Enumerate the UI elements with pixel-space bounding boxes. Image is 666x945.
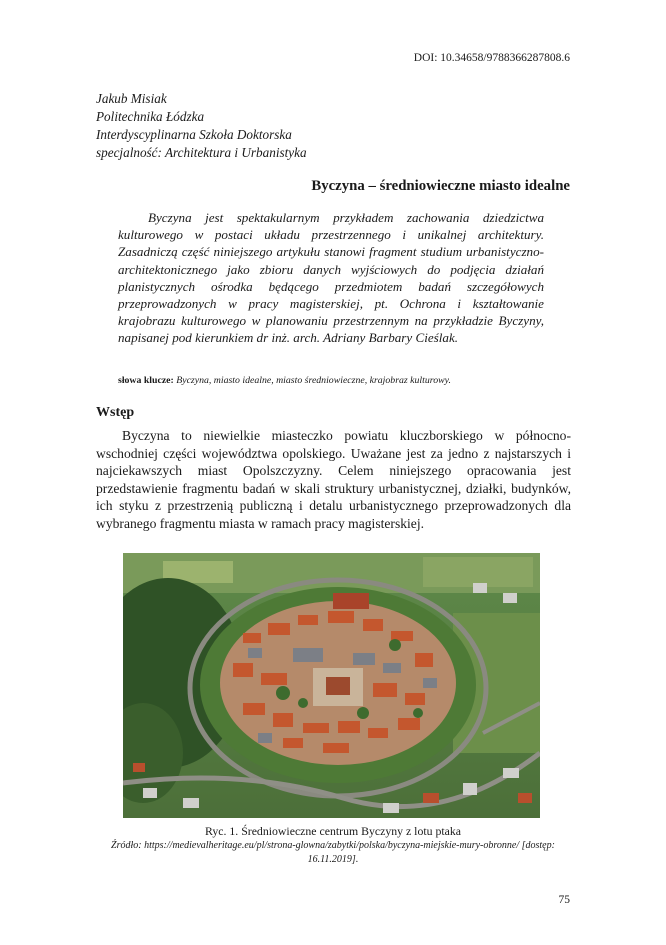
article-title: Byczyna – średniowieczne miasto idealne xyxy=(311,178,570,194)
abstract: Byczyna jest spektakularnym przykładem zachowania dziedzictwa kulturowego w postaci układu przestrzennego i unikalnej architektury. Zasadniczą część niniejszego artykułu stanowi fragment studium urbanistyczno-architektonicznego jako zbioru danych wyjściowych do podjęcia działań planistycznych ośrodka będącego przedmiotem badań szczegółowych przeprowadzonych w pracy magisterskiej, pt. Ochrona i kształtowanie krajobrazu kulturowego w planowaniu przestrzennym na przykładzie Byczyny, napisanej pod kierunkiem dr inż. arch. Adriany Barbary Cieślak. xyxy=(118,210,544,346)
doi-identifier[interactable]: DOI: 10.34658/9788366287808.6 xyxy=(413,52,570,64)
figure-source[interactable]: Źródło: https://medievalheritage.eu/pl/strona-glowna/zabytki/polska/byczyna-miejskie-mury-obronne/ [dostęp: 16.11.2019]. xyxy=(111,840,555,865)
page-number: 75 xyxy=(558,894,570,906)
keywords xyxy=(118,375,558,386)
figure-caption: Ryc. 1. Średniowieczne centrum Byczyny z lotu ptaka xyxy=(204,824,462,838)
author-affiliation: Politechnika Łódzka xyxy=(96,109,205,124)
keywords-label: słowa klucze: xyxy=(118,375,174,386)
intro-paragraph: Byczyna to niewielkie miasteczko powiatu kluczborskiego w północno-wschodniej części województwa opolskiego. Uważane jest za jedno z najstarszych i najciekawszych miast Opolszczyzny. Celem niniejszego opracowania jest przedstawienie fragmentu badań w skali struktury urbanistycznej, działki, budynków, ich styku z przestrzenią publiczną i detalu urbanistycznego przeprowadzonych dla wybranego fragmentu miasta w ramach pracy magisterskiej. xyxy=(96,428,571,531)
author-block xyxy=(96,90,307,162)
keywords-values: Byczyna, miasto idealne, miasto średniowieczne, krajobraz kulturowy. xyxy=(176,375,451,386)
author-specialty: specjalność: Architektura i Urbanistyka xyxy=(96,145,307,160)
aerial-photo xyxy=(123,553,540,818)
author-school: Interdyscyplinarna Szkoła Doktorska xyxy=(96,127,292,142)
author-name: Jakub Misiak xyxy=(96,91,167,106)
section-heading: Wstęp xyxy=(96,405,135,420)
